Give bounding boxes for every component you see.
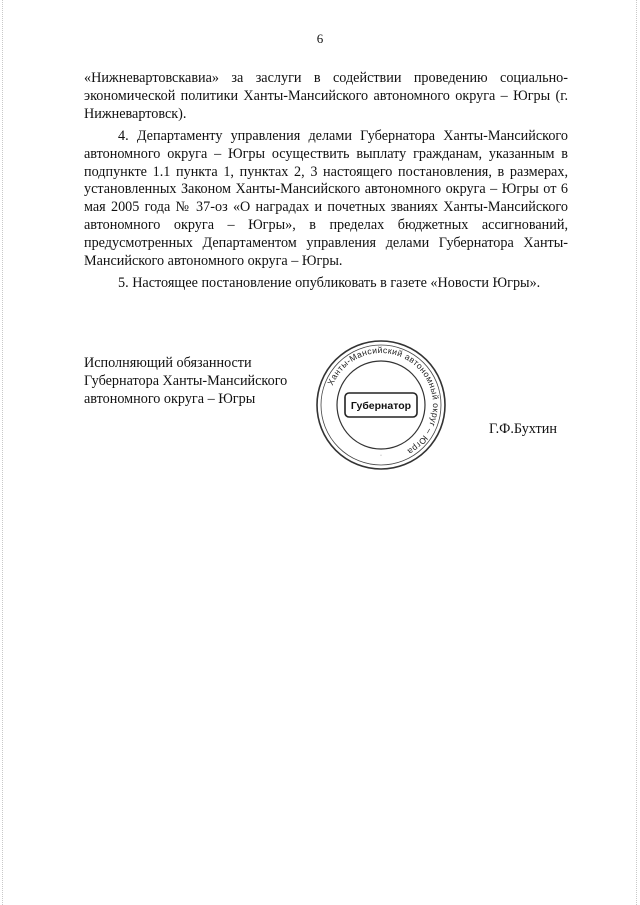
paragraph-continuation: «Нижневартовскавиа» за заслуги в содействии проведению социально-экономической политики Ханты-Мансийского автономного округа – Югры (г. Нижневартовск). <box>84 70 568 122</box>
signatory-position <box>84 354 304 408</box>
signatory-name: Г.Ф.Бухтин <box>489 421 557 437</box>
paragraph-item-4: 4. Департаменту управления делами Губернатора Ханты-Мансийского автономного округа – Югры осуществить выплату гражданам, указанным в подпункте 1.1 пункта 1, пунктах 2, 3 настоящего постановления, в размерах, установленных Законом Ханты-Мансийского автономного округа – Югры от 6 мая 2005 года № 37-оз «О наградах и почетных званиях Ханты-Мансийского автономного округа – Югры», в пределах бюджетных ассигнований, предусмотренных Департаментом управления делами Губернатора Ханты-Мансийского автономного округа – Югры. <box>84 127 568 270</box>
page-number: 6 <box>316 31 324 46</box>
paragraph-item-5: 5. Настоящее постановление опубликовать в газете «Новости Югры». <box>118 274 541 291</box>
seal-bottom-mark: · <box>380 453 382 459</box>
signatory-position-line: Исполняющий обязанности <box>84 355 252 371</box>
seal-center-text: Губернатор <box>350 400 412 412</box>
seal-ring-text: Ханты-Мансийский автономный округ – Югра <box>325 344 442 457</box>
signatory-position-line: автономного округа – Югры <box>84 391 256 407</box>
document-body <box>84 70 568 297</box>
signatory-position-line: Губернатора Ханты-Мансийского <box>84 373 288 389</box>
official-seal <box>314 338 448 472</box>
right-page-edge <box>636 0 638 905</box>
left-page-edge <box>2 0 4 905</box>
